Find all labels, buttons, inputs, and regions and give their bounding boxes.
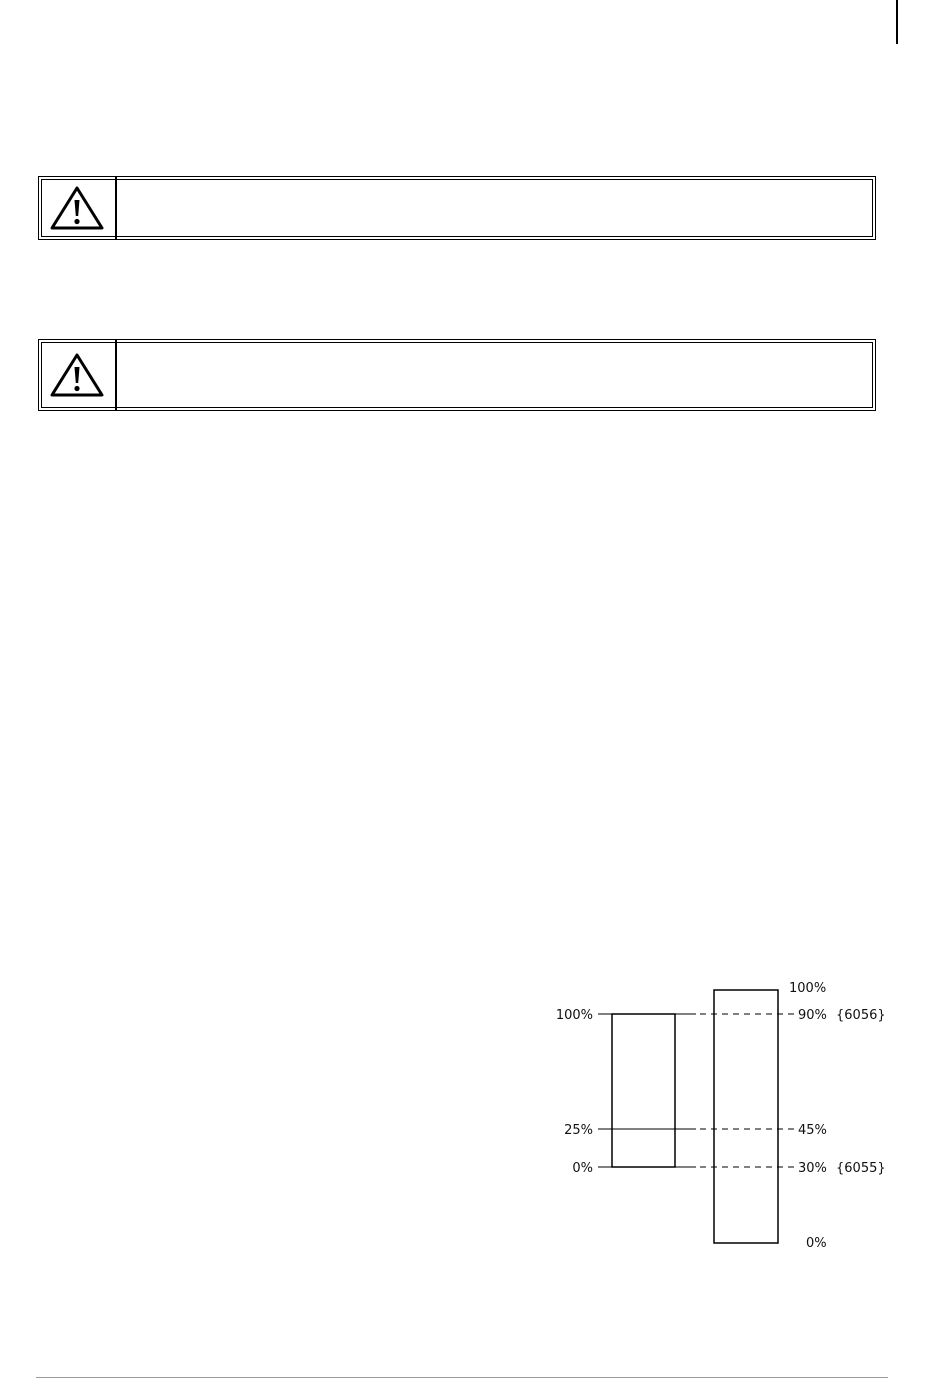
warning-triangle-icon [49,184,105,232]
warning-icon-cell [39,340,117,410]
right-label-90: 90% [798,1008,827,1023]
right-param-6056: {6056} [836,1008,886,1023]
warning-text-cell [117,340,875,410]
warning-triangle-icon [49,351,105,399]
footer-rule [36,1377,888,1378]
right-label-0: 0% [806,1236,827,1251]
right-param-6055: {6055} [836,1161,886,1176]
page-corner-mark [896,0,898,44]
right-bar [714,990,778,1243]
left-bar [612,1014,675,1167]
right-label-100: 100% [789,981,827,996]
warning-box [38,339,876,411]
right-label-30: 30% [798,1161,827,1176]
left-label-25: 25% [564,1123,593,1138]
left-label-100: 100% [555,1008,593,1023]
right-label-45: 45% [798,1123,827,1138]
warning-text-cell [117,177,875,239]
warning-box [38,176,876,240]
warning-icon-cell [39,177,117,239]
scaling-diagram [540,972,900,1262]
left-label-0: 0% [572,1161,593,1176]
